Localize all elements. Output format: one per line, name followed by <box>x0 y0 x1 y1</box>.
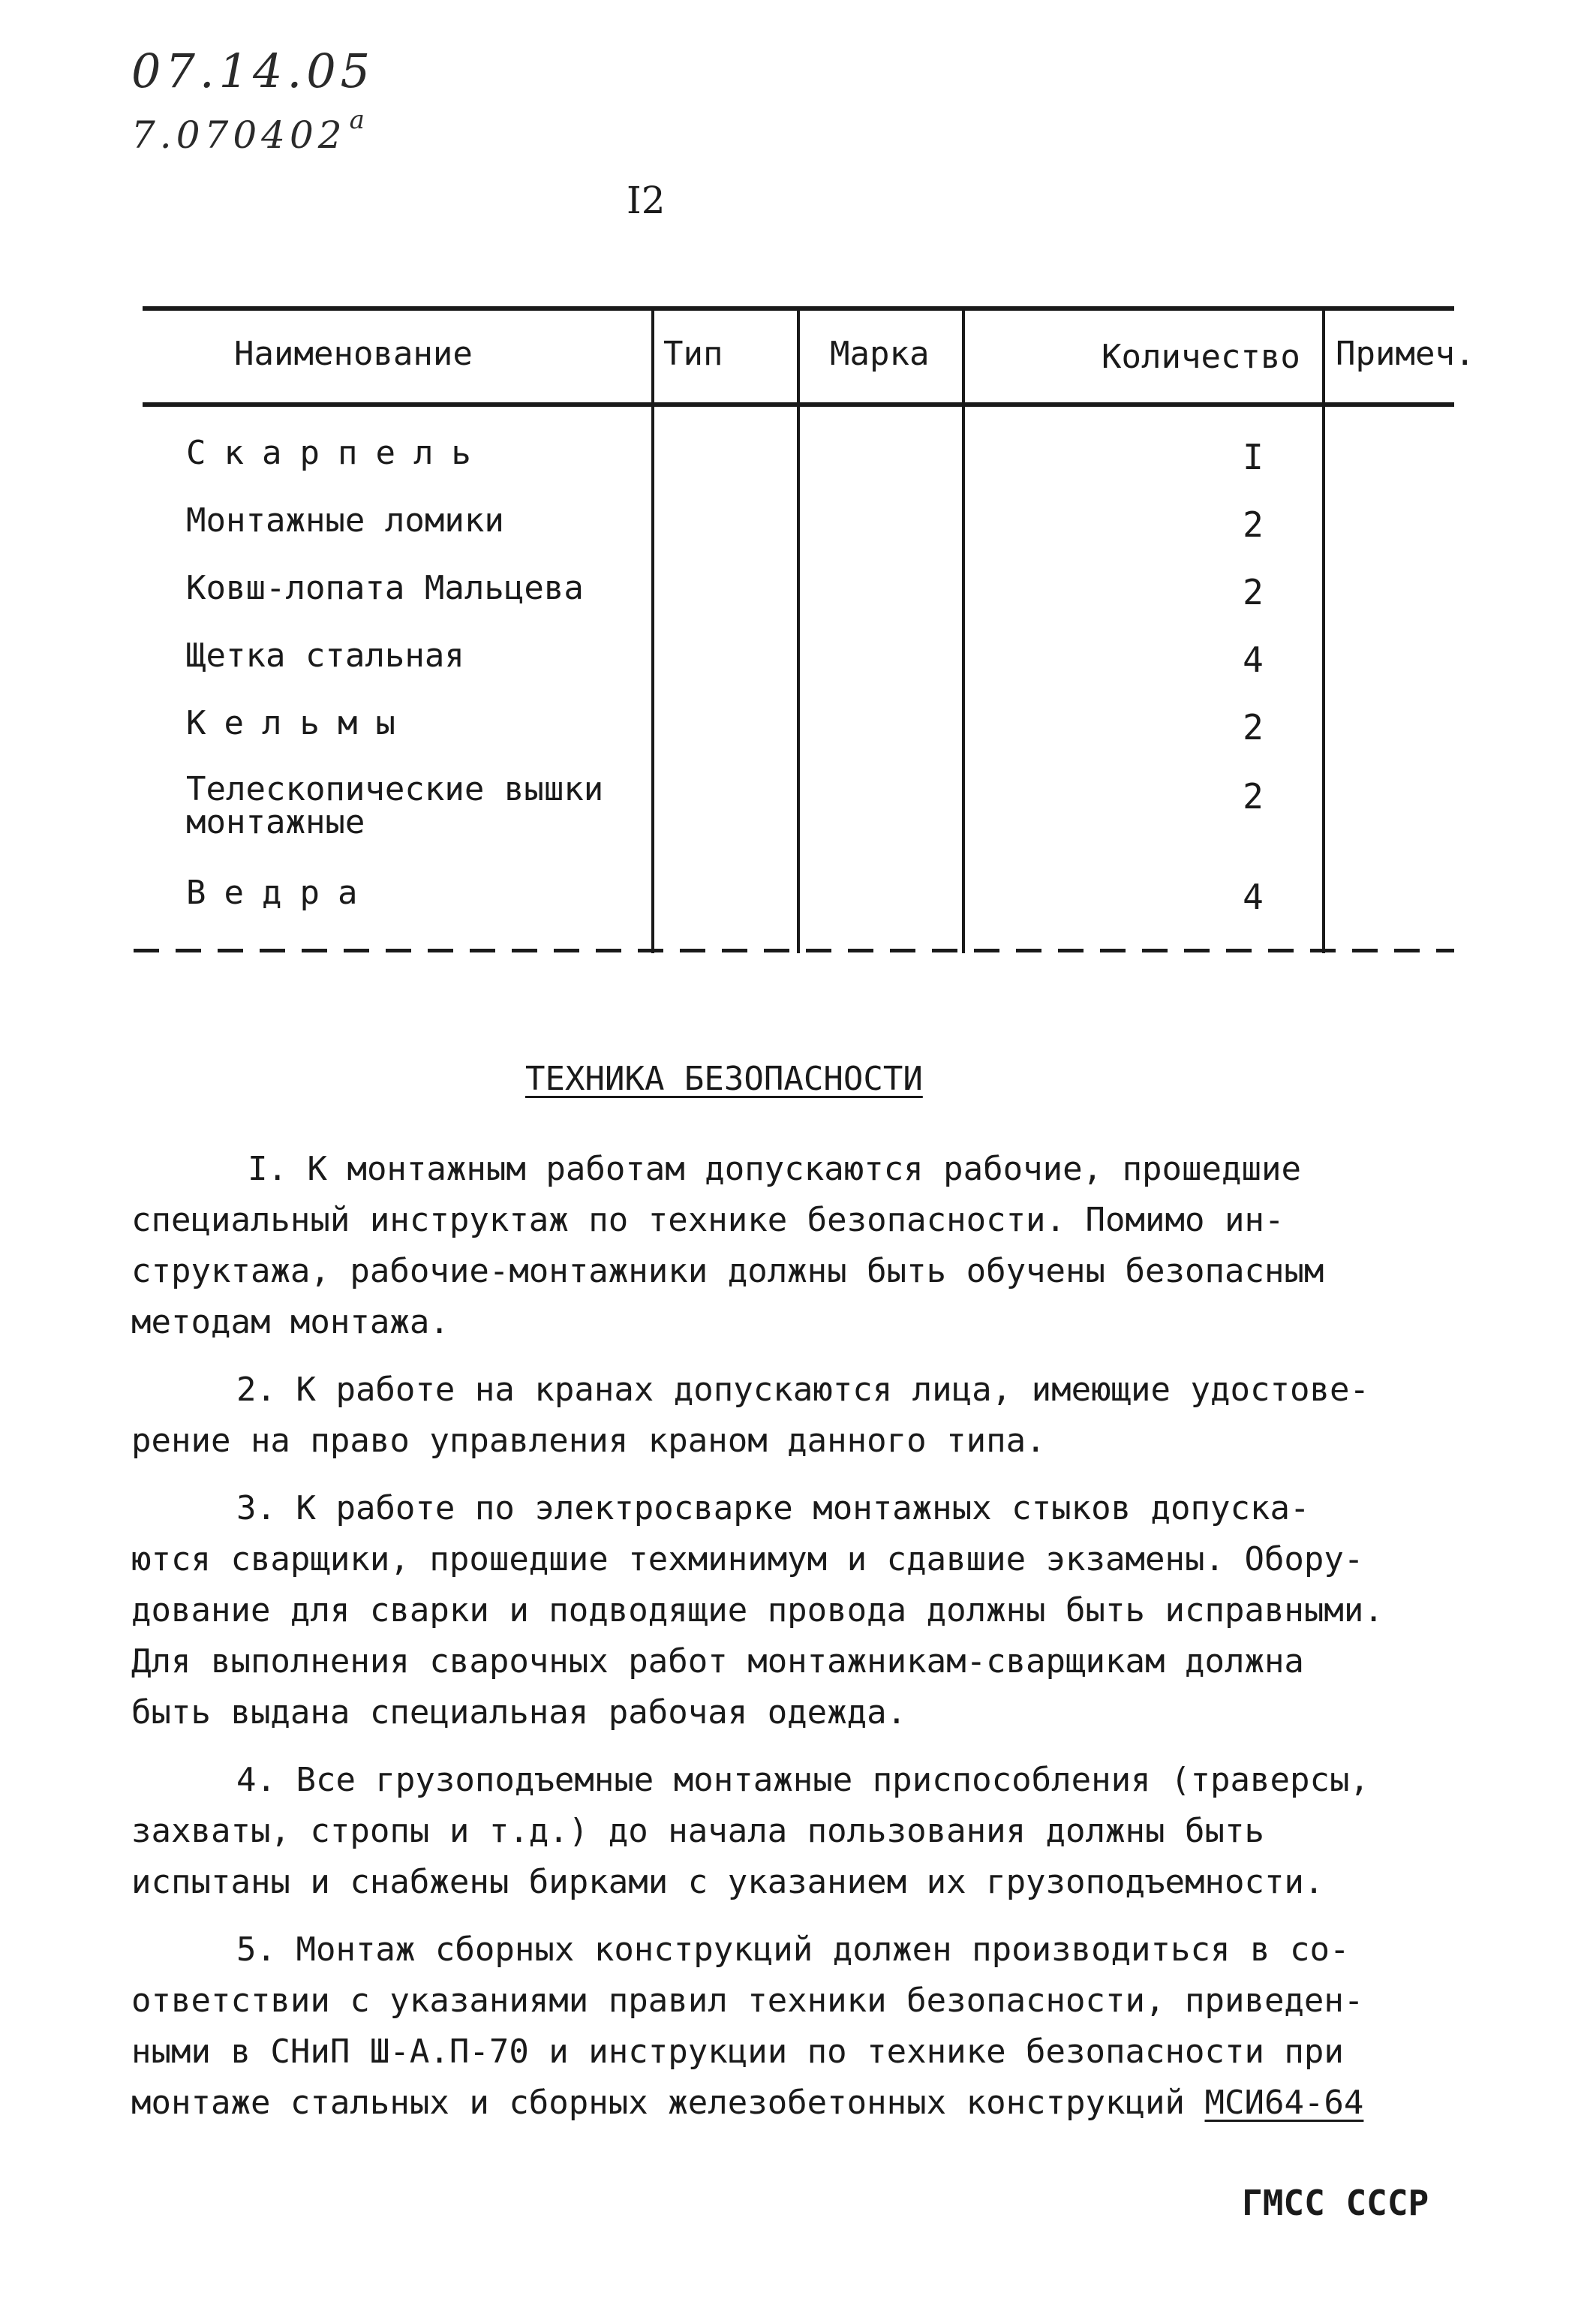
table-col-divider-4 <box>1322 306 1325 953</box>
paragraph-5-line <box>131 2084 1363 2122</box>
paragraph-3-line: Для выполнения сварочных работ монтажникам-сварщикам должна <box>131 1642 1304 1681</box>
row-name: Монтажные ломики <box>186 501 504 540</box>
paragraph-4-line: испытаны и снабжены бирками с указанием их грузоподъемности. <box>131 1863 1324 1901</box>
section-heading: ТЕХНИКА БЕЗОПАСНОСТИ <box>525 1060 923 1098</box>
row-qty: 2 <box>1243 776 1264 817</box>
row-name: Ведра <box>186 874 376 912</box>
paragraph-4-line: 4. Все грузоподъемные монтажные приспособления (траверсы, <box>236 1761 1369 1799</box>
table-col-divider-3 <box>962 306 965 953</box>
handwritten-code-superscript: a <box>349 105 369 135</box>
paragraph-5-last-text: монтаже стальных и сборных железобетонных конструкций <box>131 2084 1205 2122</box>
header-brand: Марка <box>830 335 930 373</box>
standard-reference: МСИ64-64 <box>1204 2084 1364 2122</box>
paragraph-3-line: 3. К работе по электросварке монтажных стыков допуска- <box>236 1489 1310 1527</box>
paragraph-3-line: дование для сварки и подводящие провода должны быть исправными. <box>131 1591 1384 1629</box>
paragraph-5-line: 5. Монтаж сборных конструкций должен производиться в со- <box>236 1930 1350 1969</box>
paragraph-1-line: специальный инструктаж по технике безопасности. Помимо ин- <box>131 1201 1285 1239</box>
row-name: Щетка стальная <box>186 636 464 675</box>
paragraph-1-line: I. К монтажным работам допускаются рабочие, прошедшие <box>248 1150 1301 1188</box>
paragraph-3-line: ются сварщики, прошедшие техминимум и сдавшие экзамены. Обору- <box>131 1540 1364 1578</box>
row-name: Кельмы <box>186 704 413 742</box>
row-qty: 2 <box>1243 572 1264 612</box>
row-name-line1: Телескопические вышки <box>186 770 604 808</box>
paragraph-1-line: методам монтажа. <box>131 1303 449 1341</box>
paragraph-5-line: ответствии с указаниями правил техники безопасности, приведен- <box>131 1982 1364 2020</box>
table-bottom-dashed-rule <box>134 949 1454 952</box>
header-type: Тип <box>663 335 723 373</box>
row-name: Ковш-лопата Мальцева <box>186 569 584 607</box>
paragraph-3-line: быть выдана специальная рабочая одежда. <box>131 1693 907 1732</box>
paragraph-5-line: ными в СНиП Ш-А.П-70 и инструкции по технике безопасности при <box>131 2033 1344 2071</box>
table-col-divider-2 <box>797 306 800 953</box>
row-name-line2: монтажные <box>186 803 365 841</box>
paragraph-4-line: захваты, стропы и т.д.) до начала пользования должны быть <box>131 1812 1264 1850</box>
header-name: Наименование <box>234 335 473 373</box>
row-qty: 2 <box>1243 707 1264 748</box>
row-qty: 4 <box>1243 639 1264 680</box>
paragraph-2-line: 2. К работе на кранах допускаются лица, имеющие удостове- <box>236 1371 1369 1409</box>
table-col-divider-1 <box>651 306 654 953</box>
paragraph-1-line: структажа, рабочие-монтажники должны быть обучены безопасным <box>131 1252 1324 1290</box>
header-note: Примеч. <box>1336 335 1475 373</box>
row-qty: 2 <box>1243 504 1264 545</box>
row-qty: I <box>1243 437 1264 477</box>
handwritten-code-text: 7.070402 <box>131 113 347 157</box>
specification-table <box>0 0 1596 976</box>
paragraph-2-line: рение на право управления краном данного типа. <box>131 1422 1046 1460</box>
footer-organization: ГМСС СССР <box>1242 2183 1429 2223</box>
header-quantity: Количество <box>1102 338 1300 376</box>
page-number: I2 <box>627 179 666 222</box>
row-name: Скарпель <box>186 434 489 472</box>
handwritten-archive-number: 07.14.05 <box>131 44 375 98</box>
row-qty: 4 <box>1243 877 1264 917</box>
